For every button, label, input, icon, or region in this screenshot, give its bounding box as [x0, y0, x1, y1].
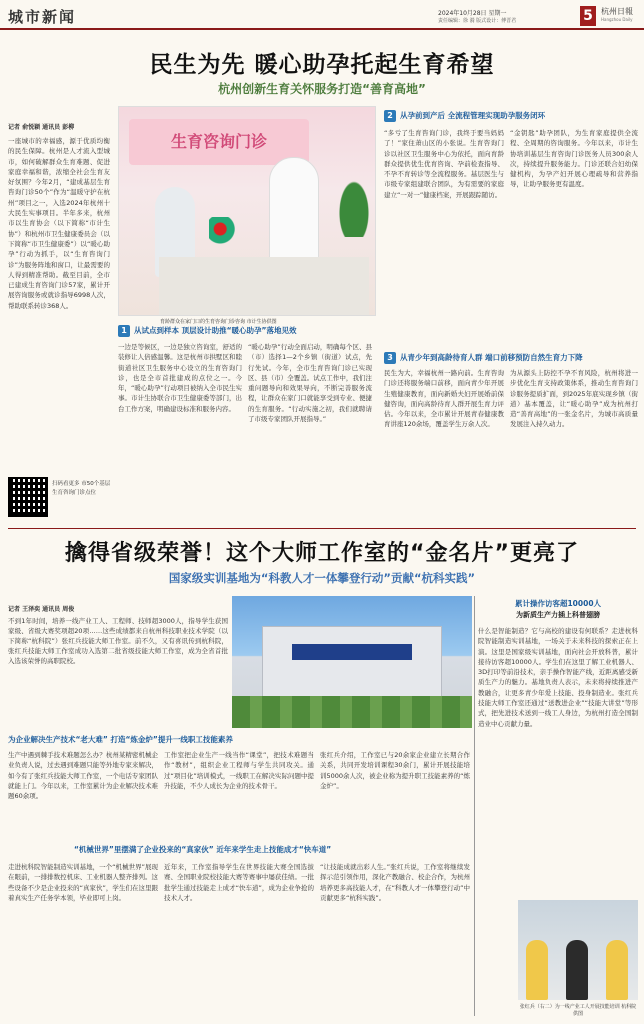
subsection-2-heading: “机械世界”里摆满了企业投来的“真家伙” 近年来学生走上技能成才“快车道”	[74, 845, 332, 854]
subsection-1-column-3: 张红兵介绍，工作室已与20余家企业建立长期合作关系，共同开发培训课程30余门，累计开展技能培训5000余人次，被企业称为提升职工技能素养的“炼金炉”。	[320, 751, 470, 790]
subsection-2-column-2: 近年来，工作室指导学生在世界技能大赛全国选拔赛、全国职业院校技能大赛等赛事中屡获佳绩。一批批学生通过技能走上成才“快车道”，成为企业争抢的技术人才。	[164, 863, 314, 902]
section-2-title: 从孕前到产后 全流程管理实现助孕服务闭环	[400, 111, 546, 120]
section-1-column-2: “暖心助孕”行动全面启动，明确每个区、县（市）选择1—2个乡镇（街道）试点，先行先试。今年，全市生育咨询门诊已实现区、县（市）全覆盖。试点工作中，我们注重问题导向和效果导向，不断完善服务流程，让群众在家门口就能享受到专业、便捷的生育服务。“行动实施之初，我们就聘请了市级专家团队开展指导。”	[248, 343, 372, 424]
subsection-1-heading: 为企业解决生产技术“老大难” 打造“炼金炉”提升一线职工技能素养	[8, 735, 233, 744]
section-3-heading	[384, 352, 583, 364]
photo-person	[606, 940, 628, 1000]
newspaper-pinyin: Hangzhou Daily	[601, 17, 633, 22]
photo-person	[566, 940, 588, 1000]
sidebar-text: 什么是智能制造？它与高校的建设有何联系？走进杭科院智能制造实训基地，一场关于未来科技的探索正在上演。这里是国家级实训基地，面向社会开放科普，累计接待访客超10000人。学生们在这里了解工业机器人、3D打印等前沿技术，亲手操作智能产线，近距离感受新质生产力的魅力。基地负责人表示，未来将持续推进产教融合，让更多青少年爱上技能、投身制造业。张红兵技能大师工作室还通过“送教进企业”“技能大讲堂”等形式，把先进技术送到一线工人身边，为杭州打造全国制造业中心贡献力量。	[478, 627, 638, 728]
section-3-column-1: 民生为大，幸福杭州一路向前。生育咨询门诊还将服务端口前移，面向青少年开展生殖健康教育，面向新婚夫妇开展婚前保健咨询，面向高龄待育人群开展生育力评估。今年以来，全市累计开展青春健康教育讲座120余场，覆盖学生万余人次。	[384, 369, 504, 429]
section-3-column-2: 为从源头上防控不孕不育风险，杭州将进一步优化生育支持政策体系，推动生育咨询门诊服务提质扩面，到2025年底实现乡镇（街道）基本覆盖，让“暖心助孕”成为杭州打造“善育高地”的一张金名片，为城市高质量发展注入持久动力。	[510, 369, 638, 429]
section-1-column-1: 一边是等候区，一边是独立咨询室，舒适的装修让人倍感温馨。这是杭州市拱墅区和睦街道社区卫生服务中心设立的生育咨询门诊，也是全市首批建成的点位之一。今年，“暖心助孕”行动项目被纳入全市民生实事。市计生协联合市卫生健康委等部门，出台工作方案，明确建设标准和服务内容。	[118, 343, 242, 413]
masthead	[0, 0, 644, 30]
subsection-1-column-2: 工作室把企业生产一线当作“课堂”，把技术难题当作“教材”，组织企业工程师与学生共同攻关。通过“项目化”培训模式，一线职工在解决实际问题中提升技能，不少人成长为企业的技术骨干。	[164, 751, 314, 790]
section-1-number: 1	[118, 325, 130, 337]
article1-lead-text: 一座城市的幸福感，源于优质均衡的民生保障。杭州是人才流入型城市，如何破解群众生育难题、促进家庭幸福和谐，浓缩全社会生育友好氛围？今年2月，“建成基层生育咨询门诊50个”作为“温暖守护在杭州”项目之一，入选2024年杭州十大民生实事项目。半年多来，杭州市以生育协会（以下简称“市计生协”）和杭州市卫生健康委员会（以下简称“市卫生健康委”）以“暖心助孕”行动为抓手，以“生育咨询门诊”为服务阵地和窗口，让最需要的人得到精准帮助。截至目前，全市已建成生育咨询门诊57家，累计开展咨询服务或就诊指导6998人次，帮助联系转诊368人。	[8, 137, 110, 310]
article1-byline: 记者 俞悦颖 通讯员 彭柳	[8, 124, 75, 131]
qr-code-icon[interactable]	[8, 477, 48, 517]
issue-date: 2024年10月28日 星期一	[438, 10, 507, 17]
article2-headline: 擒得省级荣誉！这个大师工作室的“金名片”更亮了	[65, 541, 579, 566]
article2-byline: 记者 王泽奕 通讯员 周俊	[8, 606, 75, 613]
article-divider	[8, 528, 636, 529]
photo-building-sign	[292, 644, 412, 660]
section-1-title: 从试点到样本 顶层设计助推“暖心助孕”落地见效	[134, 326, 297, 335]
article2-photo-caption: 张红兵（右二）为一线产业工人开展技能培训 杭科院供图	[519, 1004, 637, 1017]
article2-subhead: 国家级实训基地为“科教人才一体攀登行动”贡献“杭科实践”	[168, 571, 476, 585]
photo-building	[262, 626, 442, 706]
article1-photo-caption: 育龄群众在家门口的生育咨询门诊咨询 市计生协供图	[160, 319, 277, 325]
section-name: 城市新闻	[8, 8, 77, 26]
photo-flowers	[209, 217, 237, 247]
article2-lead-text: 不到1年时间，培养一线产业工人、工程师、技师超3000人，指导学生获国家级、省级大赛奖项超20项……这些成绩都来自杭州科技职业技术学院（以下简称“杭科院”）张红兵技能大师工作室。前不久，又有喜讯传到杭科院，张红兵技能大师工作室成功入选第二批省级技能大师工作室，成为全省首批入选该荣誉的高职院校。	[8, 617, 228, 665]
section-3-title: 从青少年到高龄待育人群 端口前移预防自然生育力下降	[400, 353, 583, 362]
column-rule	[474, 596, 475, 1016]
subsection-2-column-1: 走进杭科院智能制造实训基地，一个“机械世界”展现在眼前，一排排数控机床、工业机器人整齐排列。这些设备不少是企业投来的“真家伙”，学生们在这里跟着真实生产任务学本领，毕业即可上岗。	[8, 863, 158, 902]
photo-person	[526, 940, 548, 1000]
article1-subhead: 杭州创新生育关怀服务打造“善育高地”	[218, 82, 426, 96]
photo-plant	[337, 177, 371, 237]
qr-code-label: 扫码看更多 市50个基层生育咨询门诊点位	[52, 481, 111, 496]
page-number: 5	[580, 6, 596, 26]
sidebar-subheading: 为新质生产力插上科普翅膀	[516, 611, 600, 619]
photo-sign: 生育咨询门诊	[129, 119, 309, 165]
section-2-number: 2	[384, 110, 396, 122]
subsection-1-column-1: 生产中遇到棘手技术难题怎么办？杭州某精密机械企业负责人说，过去遇到难题只能等外地专家来解决，如今有了张红兵技能大师工作室，一个电话专家团队就能上门。今年以来，工作室累计为企业解决技术难题60余项。	[8, 751, 158, 801]
photo-desk	[159, 257, 369, 316]
editors-line: 责任编辑：徐 漪 版式设计：傅晋君	[438, 18, 517, 24]
article2-building-photo	[232, 596, 472, 728]
section-2-heading	[384, 110, 545, 122]
article2-training-photo	[518, 900, 638, 1000]
photo-trees	[232, 696, 472, 728]
article1-headline: 民生为先 暖心助孕托起生育希望	[149, 52, 495, 78]
section-3-number: 3	[384, 352, 396, 364]
section-2-column-2: “金钥匙”助孕团队，为生育家庭提供全流程、全周期的咨询服务。今年以来，市计生协培训基层生育咨询门诊医务人员300余人次，持续提升服务能力。门诊还联合妇幼保健机构，为孕产妇开展心理疏导和营养指导，让助孕服务更有温度。	[510, 129, 638, 189]
article1-photo	[118, 106, 376, 316]
section-1-heading	[118, 325, 296, 337]
newspaper-logo: 杭州日報	[601, 7, 633, 16]
section-2-column-1: “多亏了生育咨询门诊，我终于要当妈妈了！”家住萧山区的小张说。生育咨询门诊以社区卫生服务中心为依托，面向育龄群众提供优生优育咨询、孕前检查指导、不孕不育转诊等全流程服务。基层医生与市级专家组建联合团队，为有需要的家庭建立“一对一”健康档案，开展跟踪随访。	[384, 129, 504, 199]
sidebar-heading: 累计操作访客超10000人	[514, 599, 602, 608]
subsection-2-column-3: “让技能成就出彩人生。”张红兵说，工作室将继续发挥示范引领作用，深化产教融合、校企合作，为杭州培养更多高技能人才，在“科教人才一体攀登行动”中贡献更多“杭科实践”。	[320, 863, 470, 902]
